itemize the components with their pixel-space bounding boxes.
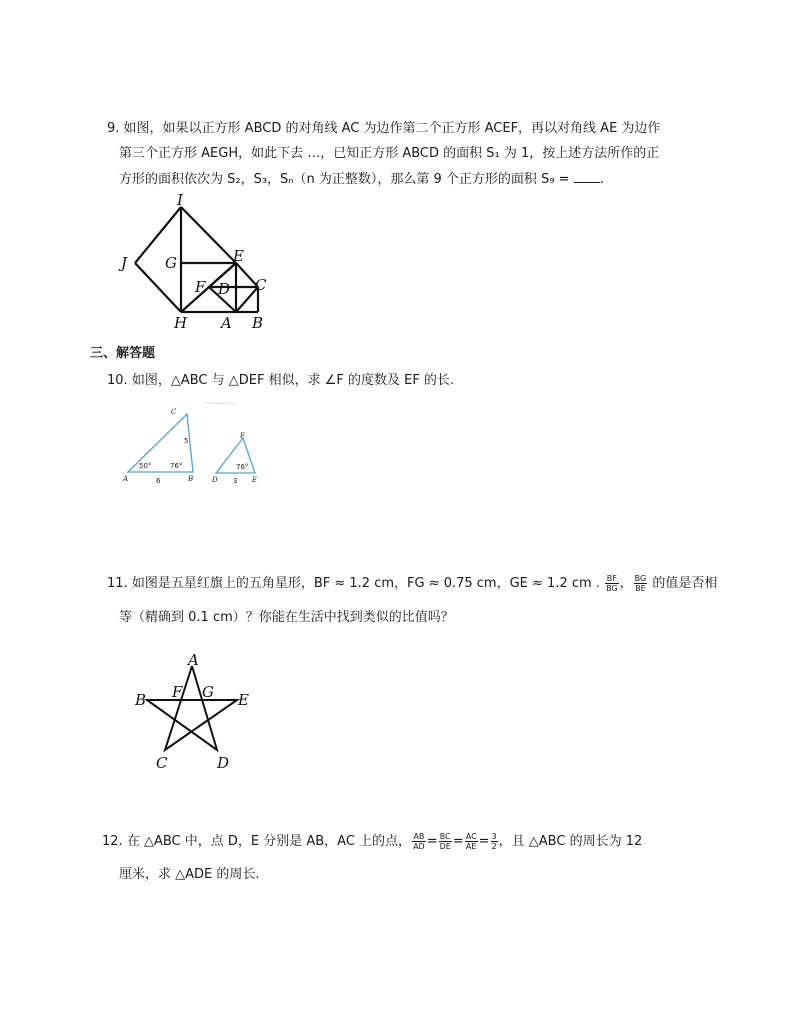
q11-text-line2: 等（精确到 0.1 cm）？你能在生活中找到类似的比值吗？	[119, 610, 454, 625]
q9-line-1	[107, 120, 660, 138]
tri2-side-de: 3	[233, 477, 238, 485]
q9-line-3	[119, 170, 604, 189]
q9-seg-IE	[181, 207, 236, 263]
q11-line-2	[119, 609, 454, 627]
q11-line-1	[107, 574, 717, 593]
star-label-E: E	[238, 691, 249, 709]
q9-line-2	[119, 145, 659, 163]
q9-text-line3: 方形的面积依次为 S₂，S₃，Sₙ（n 为正整数），那么第 9 个正方形的面积 S₉ =	[119, 172, 570, 187]
q11-frac1-num: BF	[606, 574, 617, 583]
tri2-label-F: F	[240, 432, 245, 440]
tri1-side-bc: 5	[184, 437, 189, 445]
star-label-D: D	[217, 754, 230, 772]
q12-frac-ab-ad	[412, 832, 426, 851]
star-label-F: F	[172, 683, 183, 701]
q11-frac-sep: ，	[619, 576, 633, 591]
q11-frac2-num: BG	[634, 574, 647, 583]
q12-line-2	[119, 866, 260, 884]
tri1-angle-b: 76°	[170, 462, 183, 470]
q12-eq-2: =	[452, 834, 464, 849]
q9-label-B: B	[252, 314, 264, 332]
q11-frac2-den: BE	[635, 584, 646, 593]
q12-f1-num: AB	[413, 832, 425, 841]
q12-text-pre: 在 △ABC 中，点 D，E 分别是 AB，AC 上的点，	[126, 834, 412, 849]
q9-label-C: C	[255, 276, 267, 294]
q12-frac-3-2	[491, 832, 498, 851]
q9-label-A: A	[221, 314, 232, 332]
q11-text-post: 的值是否相	[652, 576, 718, 591]
tri2-label-D: D	[212, 476, 218, 484]
q11-frac1-den: BG	[606, 584, 618, 593]
q9-label-F: F	[195, 278, 206, 296]
q10-number: 10.	[107, 373, 128, 388]
q12-eq-1: =	[426, 834, 438, 849]
q9-text-line2: 第三个正方形 AEGH，如此下去 …，已知正方形 ABCD 的面积 S₁ 为 1，按上述方法所作的正	[119, 146, 660, 161]
q11-fraction-bg-be	[634, 574, 648, 593]
q12-f2-num: BC	[439, 832, 451, 841]
tri1-label-B: B	[188, 475, 194, 483]
q11-number: 11.	[107, 576, 128, 591]
q9-label-H: H	[174, 314, 188, 332]
q9-label-G: G	[165, 254, 177, 272]
scan-mark	[204, 403, 236, 404]
star-outline	[147, 666, 237, 750]
star-label-B: B	[135, 691, 147, 709]
q10-text: 如图，△ABC 与 △DEF 相似，求 ∠F 的度数及 EF 的长.	[131, 373, 455, 388]
q12-text-line2: 厘米，求 △ADE 的周长.	[119, 867, 260, 882]
q9-text-line1: 如图，如果以正方形 ABCD 的对角线 AC 为边作第二个正方形 ACEF，再以对角线 AE 为边作	[123, 121, 661, 136]
q12-f1-den: AD	[413, 842, 425, 851]
star-label-A: A	[188, 651, 199, 669]
q9-label-D: D	[218, 280, 231, 298]
q11-fraction-bf-bg	[605, 574, 619, 593]
tri1-label-C: C	[171, 408, 177, 416]
tri1-side-ab: 6	[156, 477, 161, 485]
section-heading: 三、解答题	[90, 346, 156, 361]
q12-f4-den: 2	[491, 842, 497, 851]
star-label-G: G	[202, 683, 214, 701]
star-label-C: C	[156, 754, 168, 772]
q12-line-1	[102, 832, 642, 851]
q9-label-J: J	[121, 254, 128, 272]
q9-answer-blank	[574, 170, 600, 183]
q9-number: 9.	[107, 121, 120, 136]
q9-label-I: I	[177, 191, 183, 209]
tri2-label-E: E	[252, 476, 258, 484]
q12-f3-num: AC	[465, 832, 477, 841]
q9-period: .	[599, 172, 604, 187]
tri1-label-A: A	[123, 475, 129, 483]
q9-label-E: E	[233, 247, 244, 265]
q12-f3-den: AE	[465, 842, 477, 851]
tri2-angle-e: 76°	[236, 463, 249, 471]
q12-number: 12.	[102, 834, 123, 849]
tri1-angle-a: 50°	[139, 462, 152, 470]
q10-line-1	[107, 372, 454, 390]
q12-frac-ac-ae	[465, 832, 478, 851]
q12-eq-3: =	[478, 834, 490, 849]
q12-f4-num: 3	[491, 832, 497, 841]
q11-text-pre: 如图是五星红旗上的五角星形，BF ≈ 1.2 cm，FG ≈ 0.75 cm，GE ≈ 1.2 cm .	[131, 576, 600, 591]
q9-figure	[115, 191, 275, 335]
q10-figure	[118, 406, 278, 486]
q12-frac-bc-de	[439, 832, 452, 851]
q12-f2-den: DE	[439, 842, 451, 851]
q11-star-figure	[130, 650, 260, 775]
q12-text-post: ，且 △ABC 的周长为 12	[498, 834, 643, 849]
